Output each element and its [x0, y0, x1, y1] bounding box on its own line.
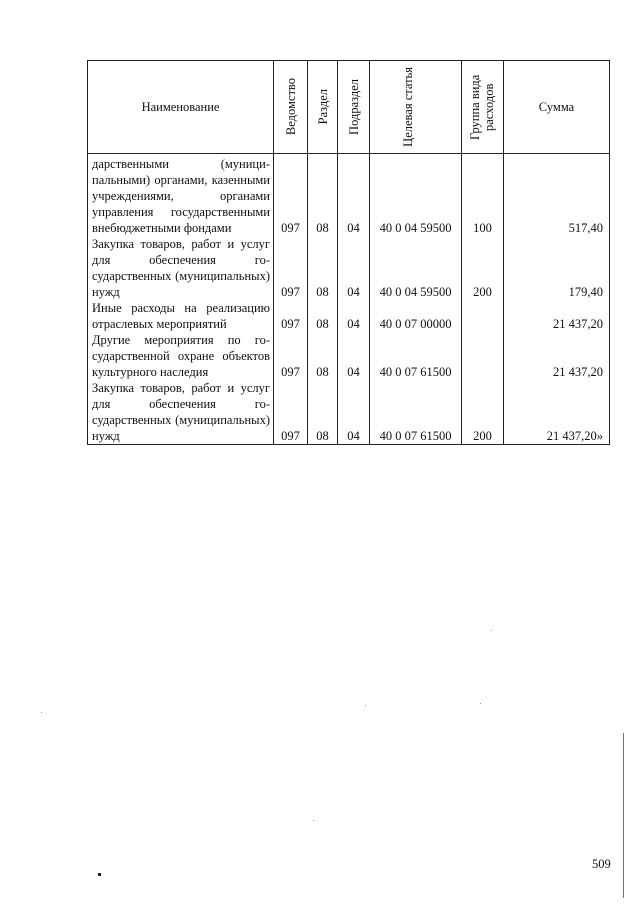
row-target-article: 40 0 07 00000 — [370, 300, 462, 332]
table-row — [88, 380, 610, 445]
scan-speck — [491, 630, 492, 631]
col-header-expense-group: Группа вида расходов — [462, 61, 504, 154]
row-section: 08 — [308, 236, 338, 300]
budget-table — [87, 60, 610, 445]
row-name: дарственными (муниципальными) органами, казенными учреждениями, органами управления государственными внебюджетными фондами — [88, 154, 274, 237]
row-expense-group — [462, 300, 504, 332]
row-target-article: 40 0 04 59500 — [370, 154, 462, 237]
table-row — [88, 300, 610, 332]
col-header-target-article: Целевая статья — [370, 61, 462, 154]
row-amount: 21 437,20 — [504, 332, 610, 380]
row-department: 097 — [274, 332, 308, 380]
row-subsection: 04 — [338, 236, 370, 300]
row-amount: 179,40 — [504, 236, 610, 300]
scan-speck — [480, 703, 481, 704]
row-expense-group: 200 — [462, 236, 504, 300]
row-department: 097 — [274, 236, 308, 300]
row-name: Иные расходы на реализацию отраслевых мероприятий — [88, 300, 274, 332]
row-name: Закупка товаров, работ и услуг для обеспечения государственных (муниципальных) нужд — [88, 380, 274, 445]
row-expense-group: 200 — [462, 380, 504, 445]
row-department: 097 — [274, 154, 308, 237]
col-header-amount: Сумма — [504, 61, 610, 154]
col-header-department: Ведомство — [274, 61, 308, 154]
row-department: 097 — [274, 300, 308, 332]
row-section: 08 — [308, 300, 338, 332]
row-expense-group — [462, 332, 504, 380]
scan-edge-line — [623, 733, 624, 898]
row-target-article: 40 0 04 59500 — [370, 236, 462, 300]
row-section: 08 — [308, 154, 338, 237]
scan-speck — [313, 820, 314, 821]
row-section: 08 — [308, 380, 338, 445]
row-amount: 21 437,20 — [504, 300, 610, 332]
row-name: Закупка товаров, работ и услуг для обеспечения государственных (муниципальных) нужд — [88, 236, 274, 300]
table-row — [88, 236, 610, 300]
row-subsection: 04 — [338, 300, 370, 332]
page-number: 509 — [592, 857, 611, 871]
row-target-article: 40 0 07 61500 — [370, 380, 462, 445]
scan-dot-mark — [98, 873, 101, 876]
scan-speck — [365, 705, 366, 706]
row-section: 08 — [308, 332, 338, 380]
table-row — [88, 332, 610, 380]
row-amount: 517,40 — [504, 154, 610, 237]
row-department: 097 — [274, 380, 308, 445]
table-header-row — [88, 61, 610, 154]
col-header-name: Наименование — [88, 61, 274, 154]
row-target-article: 40 0 07 61500 — [370, 332, 462, 380]
row-subsection: 04 — [338, 154, 370, 237]
row-expense-group: 100 — [462, 154, 504, 237]
row-amount: 21 437,20» — [504, 380, 610, 445]
col-header-section: Раздел — [308, 61, 338, 154]
col-header-subsection: Подраздел — [338, 61, 370, 154]
scan-speck — [41, 712, 42, 713]
row-name: Другие мероприятия по государственной охране объектов культурного наследия — [88, 332, 274, 380]
row-subsection: 04 — [338, 332, 370, 380]
row-subsection: 04 — [338, 380, 370, 445]
table-row — [88, 154, 610, 237]
